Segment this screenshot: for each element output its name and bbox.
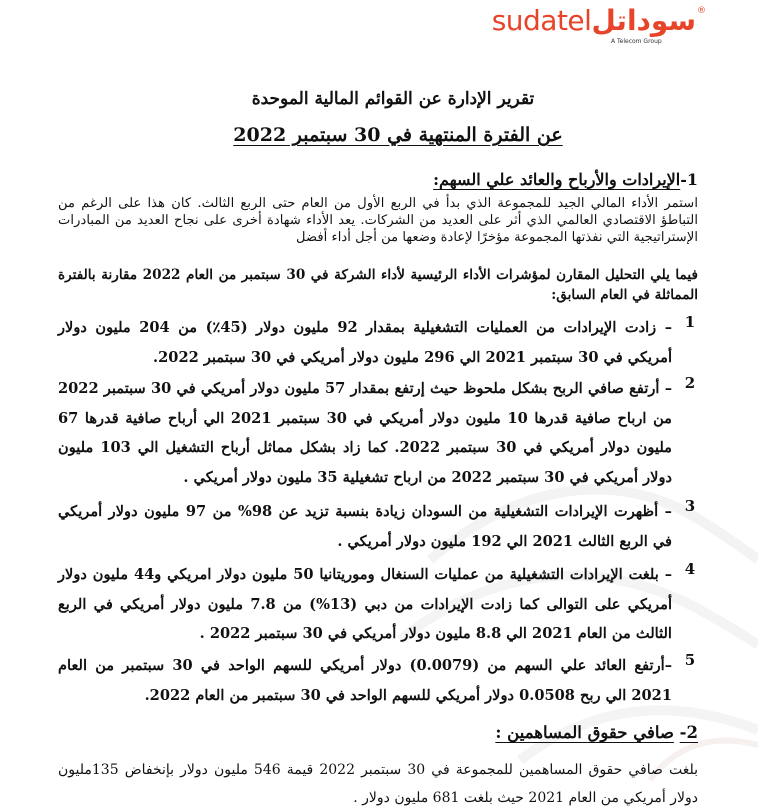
section-1-lead: فيما يلي التحليل المقارن لمؤشرات الأداء الرئيسية لأداء الشركة في 30 سبتمبر من العام 2022 مقارنة بالفترة المماثلة في العام السابق:	[58, 267, 698, 303]
section-1-intro: استمر الأداء المالي الجيد للمجموعة الذي بدأ في الربع الأول من العام حتى الربع الثالث. كان هذا على الرغم من التباطؤ الاقتصادي العالمي الذي أثر على العديد من الشركات. يعد الأداء شهادة أخرى على نجاح العديد من المبادرات الإستراتيجية التي نفذتها المجموعة مؤخرًا لإعادة وضعها من أجل أداء أفضل	[58, 196, 698, 245]
list-item-number: 3	[684, 497, 696, 515]
list-item-5	[58, 651, 698, 711]
list-item-text: – زادت الإيرادات من العمليات التشغيلية بمقدار 92 مليون دولار (45٪) من 204 مليون دولار أمريكي في 30 سبتمبر 2021 الي 296 مليون دولار أمريكي في 30 سبتمبر 2022.	[58, 319, 673, 366]
list-item-text: – أظهرت الإيرادات التشغيلية من السودان زيادة بنسبة تزيد عن 98% من 97 مليون دولار أمريكي في الربع الثالث 2021 الي 192 مليون دولار أمريكي .	[58, 503, 672, 550]
list-item-text: –أرتفع العائد علي السهم من (0.0079) دولار أمريكي للسهم الواحد في 30 سبتمبر من العام 2021 الي ربح 0.0508 دولار أمريكي للسهم الواحد في 30 سبتمبر من العام 2022.	[58, 657, 672, 704]
logo-tagline: A Telecom Group	[611, 38, 662, 45]
report-title: تقرير الإدارة عن القوائم المالية الموحدة	[251, 89, 535, 109]
list-item-number: 4	[684, 560, 696, 578]
list-item-4	[58, 560, 698, 650]
logo-latin-text: sudatel	[491, 4, 592, 37]
report-period: عن الفترة المنتهية في 30 سبتمبر 2022	[233, 124, 563, 146]
registered-mark: ®	[697, 6, 706, 16]
list-item-text: – بلغت الإيرادات التشغيلية من عمليات السنغال وموريتانيا 50 مليون دولار امريكي و44 مليون دولار أمريكي على التوالى كما زادت الإيرادات من دبي (13%) من 7.8 مليون دولار أمريكي في الربع الثالث من العام 2021 الي 8.8 مليون دولار أمريكي في 30 سبتمبر 2022 .	[58, 566, 672, 642]
section-2-number: 2-	[679, 723, 698, 742]
sudatel-logo	[436, 4, 706, 48]
section-2-title: صافي حقوق المساهمين :	[495, 723, 674, 742]
logo-arabic-text: سوداتل	[591, 4, 696, 37]
logo-wordmark	[492, 4, 696, 37]
section-1-title: الإيرادات والأرباح والعائد علي السهم:	[433, 170, 681, 189]
section-1-number: 1-	[680, 170, 698, 189]
list-item-2	[58, 374, 698, 494]
section-1-heading	[433, 170, 698, 189]
list-item-1	[58, 313, 698, 373]
list-item-number: 2	[684, 374, 696, 392]
section-2-heading	[495, 723, 698, 742]
list-item-number: 1	[684, 313, 696, 331]
list-item-number: 5	[684, 651, 696, 669]
section-2-text: بلغت صافي حقوق المساهمين للمجموعة في 30 سبتمبر 2022 قيمة 546 مليون دولار بإنخفاض 135مليون دولار أمريكي من العام 2021 حيث بلغت 681 مليون دولار .	[58, 762, 698, 806]
list-item-text: – أرتفع صافي الربح بشكل ملحوظ حيث إرتفع بمقدار 57 مليون دولار أمريكي في 30 سبتمبر 2022 من ارباح صافية قدرها 10 مليون دولار أمريكي في 30 سبتمبر 2021 الي أرباح صافية قدرها 67 مليون دولار أمريكي في 30 سبتمبر 2022. كما زاد بشكل مماثل أرباح التشغيل الي 103 مليون دولار أمريكي في 30 سبتمبر 2022 من ارباح تشغيلية 35 مليون دولار أمريكي .	[58, 380, 673, 486]
list-item-3	[58, 497, 698, 557]
